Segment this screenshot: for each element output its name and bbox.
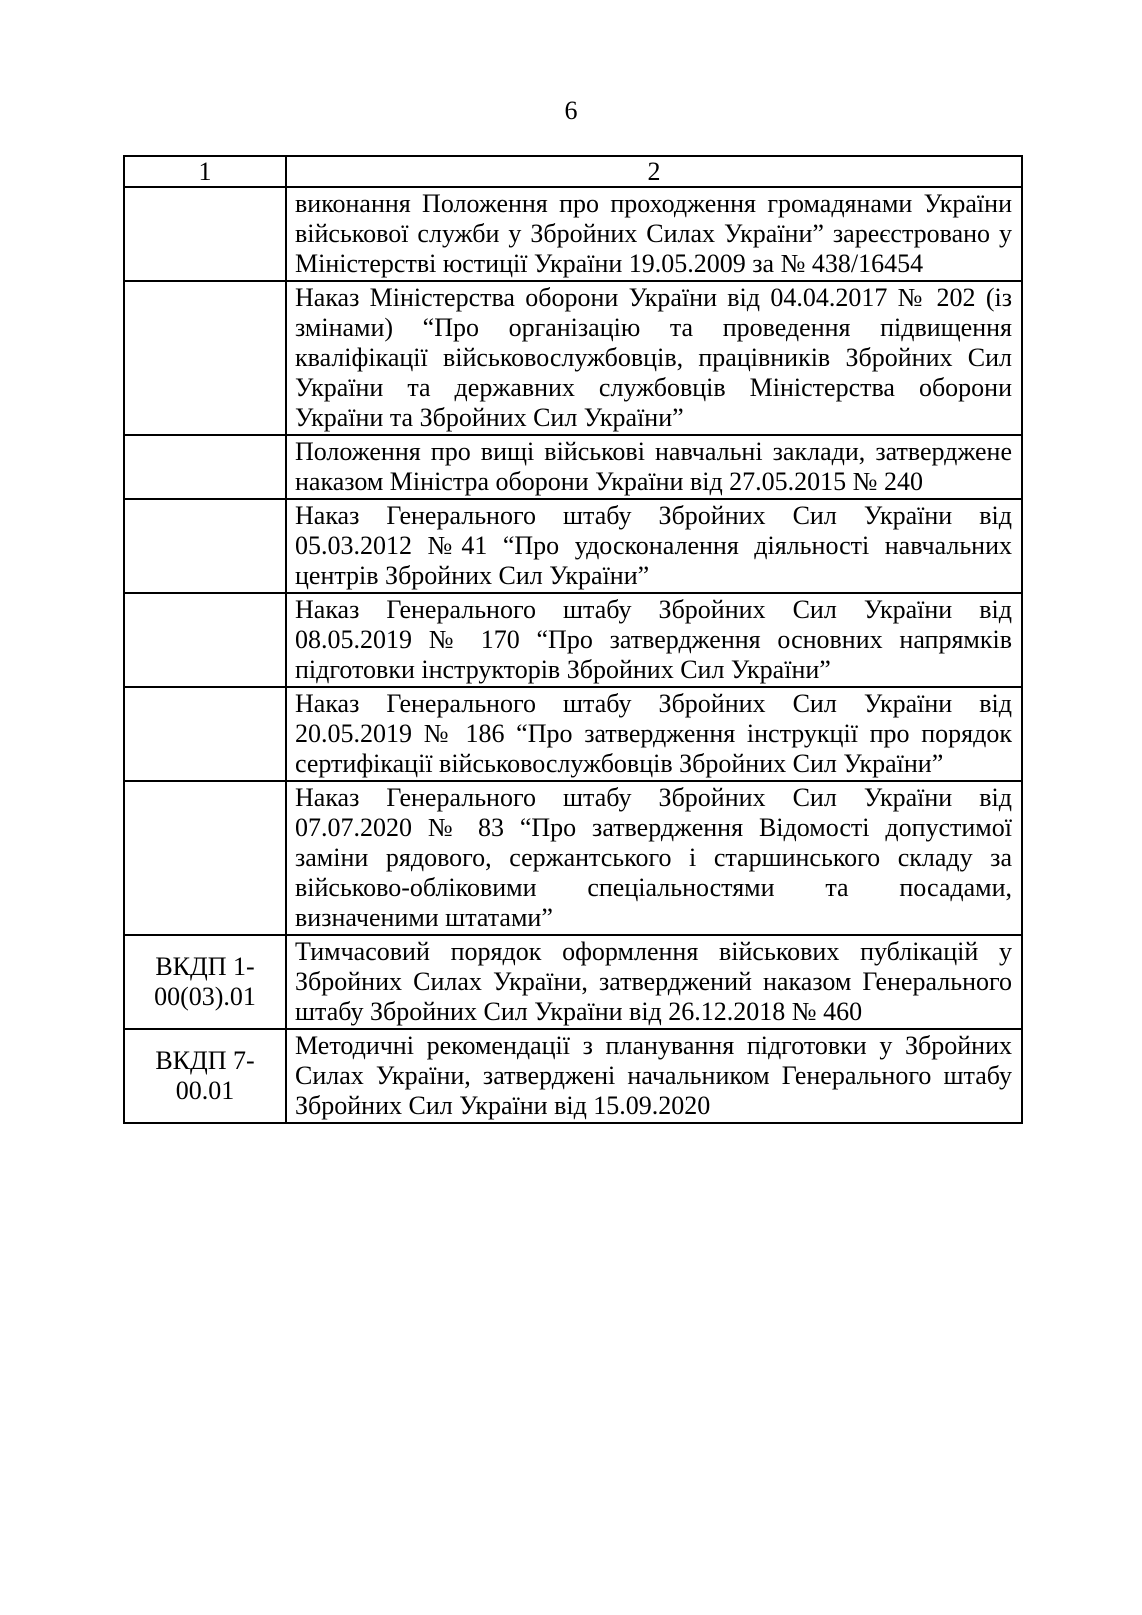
page-number: 6 (564, 96, 578, 125)
doc-text-cell: Наказ Генерального штабу Збройних Сил України від 05.03.2012 №41 “Про удосконалення діяльності навчальних центрів Збройних Сил України” (286, 499, 1022, 593)
column-header-1: 1 (124, 156, 286, 187)
regulations-table (123, 155, 1023, 1124)
table-header-row (124, 156, 1022, 187)
doc-code-cell (124, 281, 286, 435)
table-row (124, 187, 1022, 281)
column-header-2: 2 (286, 156, 1022, 187)
table-row (124, 499, 1022, 593)
doc-code-cell (124, 687, 286, 781)
doc-text-cell: Тимчасовий порядок оформлення військових публікацій у Збройних Силах України, затверджений наказом Генерального штабу Збройних Сил України від 26.12.2018 № 460 (286, 935, 1022, 1029)
table-row (124, 281, 1022, 435)
doc-text-cell: Наказ Міністерства оборони України від 04.04.2017 № 202 (із змінами) “Про організацію та проведення підвищення кваліфікації військовослужбовців, працівників Збройних Сил України та державних службовців Міністерства оборони України та Збройних Сил України” (286, 281, 1022, 435)
doc-code-cell (124, 593, 286, 687)
table-row (124, 781, 1022, 935)
doc-code-cell (124, 499, 286, 593)
doc-code-cell (124, 435, 286, 499)
doc-code-cell (124, 187, 286, 281)
table-row (124, 935, 1022, 1029)
doc-code-cell: ВКДП 7-00.01 (124, 1029, 286, 1123)
doc-text-cell: виконання Положення про проходження громадянами України військової служби у Збройних Силах України” зареєстровано у Міністерстві юстиції України 19.05.2009 за № 438/16454 (286, 187, 1022, 281)
doc-text-cell: Наказ Генерального штабу Збройних Сил України від 08.05.2019 № 170 “Про затвердження основних напрямків підготовки інструкторів Збройних Сил України” (286, 593, 1022, 687)
doc-text-cell: Положення про вищі військові навчальні заклади, затверджене наказом Міністра оборони України від 27.05.2015 № 240 (286, 435, 1022, 499)
table-row (124, 1029, 1022, 1123)
doc-code-cell: ВКДП 1-00(03).01 (124, 935, 286, 1029)
doc-code-cell (124, 781, 286, 935)
doc-text-cell: Наказ Генерального штабу Збройних Сил України від 07.07.2020 № 83 “Про затвердження Відомості допустимої заміни рядового, сержантського і старшинського складу за військово-обліковими спеціальностями та посадами, визначеними штатами” (286, 781, 1022, 935)
table-row (124, 435, 1022, 499)
doc-text-cell: Наказ Генерального штабу Збройних Сил України від 20.05.2019 № 186 “Про затвердження інструкції про порядок сертифікації військовослужбовців Збройних Сил України” (286, 687, 1022, 781)
doc-text-cell: Методичні рекомендації з планування підготовки у Збройних Силах України, затверджені начальником Генерального штабу Збройних Сил України від 15.09.2020 (286, 1029, 1022, 1123)
table-row (124, 593, 1022, 687)
table-row (124, 687, 1022, 781)
